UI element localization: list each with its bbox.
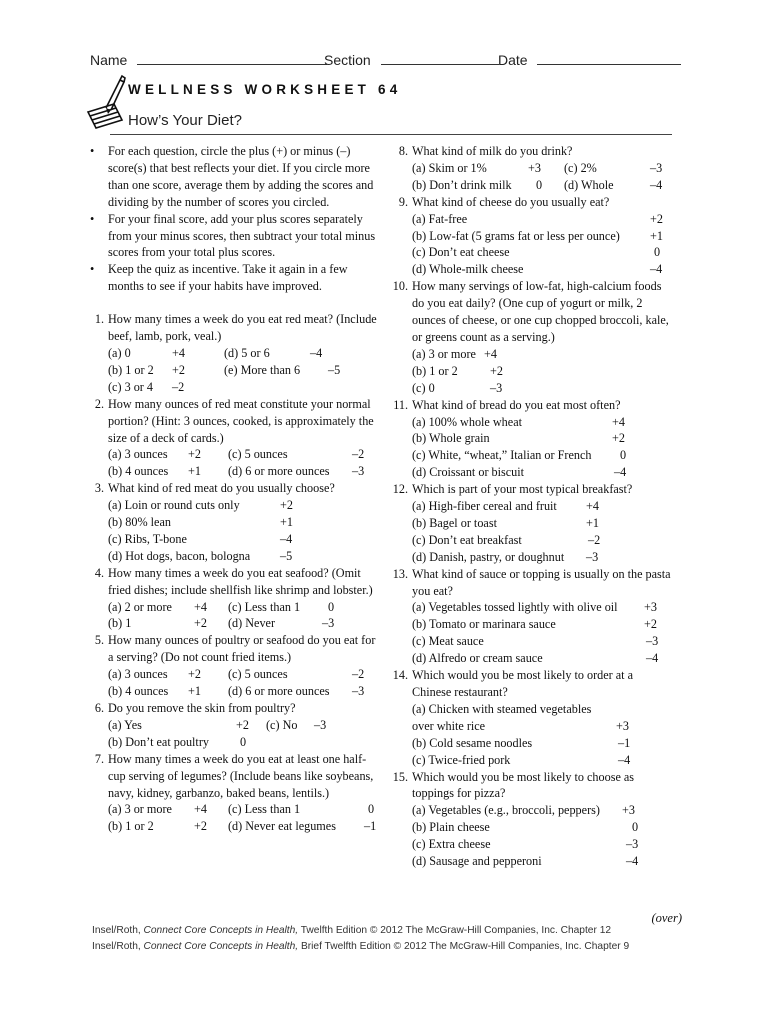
question-13 <box>390 566 674 667</box>
question-text: How many ounces of red meat constitute your normal portion? (Hint: 3 ounces, cooked, is approximately the size of a deck of cards.) <box>108 396 374 445</box>
option-score[interactable]: +1 <box>650 228 663 243</box>
option-label[interactable]: (c) Less than 1 <box>228 599 301 614</box>
date-label: Date <box>498 52 528 68</box>
option-label[interactable]: (b) 1 or 2 <box>108 362 154 377</box>
question-text: How many times a week do you eat seafood? (Omit fried dishes; include shellfish like shrimp and lobster.) <box>108 565 373 597</box>
question-number: 11. <box>393 397 408 412</box>
option-score[interactable]: +2 <box>188 447 201 462</box>
date-blank[interactable] <box>537 52 681 65</box>
footer-book-title: Connect Core Concepts in Health, <box>143 941 299 952</box>
option-label[interactable]: (a) 3 ounces <box>108 667 168 682</box>
question-9 <box>390 194 674 279</box>
option-score[interactable]: +2 <box>172 362 185 377</box>
option-label[interactable]: (b) Tomato or marinara sauce <box>412 617 556 632</box>
option-score[interactable]: +4 <box>484 346 497 361</box>
option-score[interactable]: +2 <box>188 667 201 682</box>
option-score[interactable]: –2 <box>172 379 185 394</box>
question-number: 1. <box>94 312 104 327</box>
footer-text: Insel/Roth, <box>92 941 144 952</box>
option-score[interactable]: +3 <box>644 600 657 615</box>
question-text: Do you remove the skin from poultry? <box>108 701 296 715</box>
option-score[interactable]: 0 <box>620 448 627 463</box>
question-text: What kind of bread do you eat most often? <box>412 397 621 412</box>
option-score[interactable]: –4 <box>650 177 663 192</box>
option-label[interactable]: (a) 100% whole wheat <box>412 414 522 429</box>
footer-book-title: Connect Core Concepts in Health, <box>143 925 299 936</box>
option-score[interactable]: +4 <box>172 345 185 360</box>
option-score[interactable]: –1 <box>364 819 377 834</box>
option-score[interactable]: –5 <box>280 548 293 563</box>
name-blank[interactable] <box>137 52 327 65</box>
question-text: How many times a week do you eat at least one half-cup serving of legumes? (Include beans like soybeans, navy, kidney, garbanzo, baked beans, lentils.) <box>108 751 374 800</box>
name-label: Name <box>90 52 128 68</box>
option-label[interactable]: (a) Vegetables tossed lightly with olive oil <box>412 600 618 615</box>
instructions-list <box>86 143 378 295</box>
option-label[interactable]: (b) 80% lean <box>108 515 171 530</box>
option-label[interactable]: (b) Cold sesame noodles <box>412 735 533 750</box>
option-label[interactable]: (d) Hot dogs, bacon, bologna <box>108 548 251 563</box>
option-score[interactable]: 0 <box>240 734 247 749</box>
option-label[interactable]: (b) Whole grain <box>412 431 490 446</box>
question-5 <box>86 632 378 700</box>
option-label[interactable]: (c) 2% <box>564 160 597 175</box>
question-11 <box>390 397 674 482</box>
option-score[interactable]: +2 <box>612 431 625 446</box>
option-label[interactable]: (b) Don’t eat poultry <box>108 734 209 749</box>
question-12 <box>390 481 674 566</box>
option-score[interactable]: –2 <box>352 447 365 462</box>
option-score[interactable]: +2 <box>280 498 293 513</box>
question-number: 3. <box>94 481 104 496</box>
option-label[interactable]: (a) Yes <box>108 717 142 732</box>
footer-text: Brief Twelfth Edition © 2012 The McGraw-Hill Companies, Inc. Chapter 9 <box>298 941 630 952</box>
option-score[interactable]: +4 <box>612 414 625 429</box>
question-number: 15. <box>392 769 408 784</box>
option-label[interactable]: (c) 5 ounces <box>228 667 288 682</box>
name-field[interactable] <box>90 52 327 68</box>
option-score[interactable]: 0 <box>632 820 639 835</box>
question-number: 8. <box>398 144 408 158</box>
option-score[interactable]: –4 <box>626 854 639 869</box>
option-score[interactable]: +1 <box>188 464 201 479</box>
option-score[interactable]: –3 <box>352 464 365 479</box>
option-score[interactable]: +3 <box>622 803 635 818</box>
option-score[interactable]: +2 <box>650 211 663 226</box>
option-score[interactable]: –3 <box>650 160 663 175</box>
instruction-item: • Keep the quiz as incentive. Take it again in a few months to see if your habits have improved. <box>86 261 378 295</box>
option-label[interactable]: (b) 1 or 2 <box>108 819 154 834</box>
option-score[interactable]: 0 <box>654 245 661 260</box>
option-score[interactable]: –5 <box>328 362 341 377</box>
section-label: Section <box>324 52 371 68</box>
question-text: What kind of cheese do you usually eat? <box>412 194 610 209</box>
option-score[interactable]: –3 <box>314 717 327 732</box>
option-score[interactable]: –3 <box>490 380 503 395</box>
option-label[interactable]: (a) 3 or more <box>108 802 172 817</box>
option-score[interactable]: –2 <box>588 532 601 547</box>
over-note: (over) <box>651 911 682 925</box>
date-field[interactable] <box>498 52 681 68</box>
instruction-item: • For your final score, add your plus scores separately from your minus scores, then subtract your total minus scores from your total plus scores. <box>86 211 378 262</box>
option-score[interactable]: –4 <box>614 465 627 480</box>
question-number: 12. <box>392 482 408 497</box>
option-label[interactable]: (d) Whole <box>564 177 614 192</box>
option-label[interactable]: over white rice <box>412 718 486 733</box>
question-number: 5. <box>94 633 104 648</box>
option-label[interactable]: (d) 6 or more ounces <box>228 464 330 479</box>
option-score[interactable]: –3 <box>586 549 599 564</box>
option-label[interactable]: (d) Croissant or biscuit <box>412 465 525 480</box>
option-score[interactable]: –3 <box>646 634 659 649</box>
option-label[interactable]: (c) No <box>266 717 298 732</box>
question-text: Which would you be most likely to order at a Chinese restaurant? <box>412 668 634 699</box>
option-label[interactable]: (a) 3 ounces <box>108 447 168 462</box>
question-text: How many servings of low-fat, high-calcium foods do you eat daily? (One cup of yogurt or milk, 2 ounces of cheese, or one cup chopped broccoli, kale, or greens count as a serving.) <box>412 279 669 344</box>
option-score[interactable]: –4 <box>310 345 323 360</box>
question-text: How many times a week do you eat red meat? (Include beef, lamb, pork, veal.) <box>108 312 377 344</box>
option-label[interactable]: (a) Fat-free <box>412 211 468 226</box>
option-label[interactable]: (e) More than 6 <box>224 362 301 377</box>
option-score[interactable]: –2 <box>352 667 365 682</box>
option-score[interactable]: +2 <box>490 363 503 378</box>
footer-text: Twelfth Edition © 2012 The McGraw-Hill Companies, Inc. Chapter 12 <box>298 925 612 936</box>
question-text: What kind of sauce or topping is usually on the pasta you eat? <box>412 566 671 598</box>
option-score[interactable]: –1 <box>618 735 631 750</box>
question-number: 6. <box>94 701 104 715</box>
question-text: Which would you be most likely to choose as toppings for pizza? <box>412 769 635 801</box>
option-score[interactable]: 0 <box>368 802 375 817</box>
footer-text: Insel/Roth, <box>92 925 144 936</box>
option-label[interactable]: (c) 5 ounces <box>228 447 288 462</box>
question-number: 14. <box>392 668 408 683</box>
footer-citation-1 <box>92 925 611 936</box>
option-label[interactable]: (b) 1 <box>108 616 132 631</box>
left-column <box>86 143 378 835</box>
question-number: 4. <box>94 565 104 580</box>
question-number: 9. <box>398 194 408 209</box>
option-score[interactable]: –4 <box>280 531 293 546</box>
option-label[interactable]: (c) Meat sauce <box>412 634 484 649</box>
option-label[interactable]: (c) White, “wheat,” Italian or French <box>412 448 592 463</box>
option-score[interactable]: +2 <box>194 616 207 631</box>
section-blank[interactable] <box>381 52 499 65</box>
option-label[interactable]: (c) Don’t eat cheese <box>412 245 510 260</box>
option-label[interactable]: (a) High-fiber cereal and fruit <box>412 499 557 514</box>
question-10 <box>390 278 674 396</box>
question-number: 13. <box>392 566 408 581</box>
option-score[interactable]: 0 <box>536 177 543 192</box>
option-score[interactable]: –3 <box>626 837 639 852</box>
option-label[interactable]: (d) 6 or more ounces <box>228 684 330 699</box>
option-score[interactable]: +2 <box>194 819 207 834</box>
option-label[interactable]: (a) Chicken with steamed vegetables <box>412 701 592 716</box>
option-score[interactable]: +1 <box>188 684 201 699</box>
option-label[interactable]: (a) 2 or more <box>108 599 172 614</box>
option-score[interactable]: +3 <box>528 160 541 175</box>
option-label[interactable]: (b) Don’t drink milk <box>412 177 512 192</box>
option-score[interactable]: –4 <box>618 752 631 767</box>
option-label[interactable]: (d) Sausage and pepperoni <box>412 854 542 869</box>
option-label[interactable]: (d) Whole-milk cheese <box>412 262 524 277</box>
option-score[interactable]: +4 <box>586 499 599 514</box>
option-score[interactable]: +4 <box>194 802 207 817</box>
option-label[interactable]: (c) Don’t eat breakfast <box>412 532 522 547</box>
question-number: 7. <box>94 751 104 766</box>
option-label[interactable]: (c) 3 or 4 <box>108 379 154 394</box>
option-score[interactable]: +2 <box>644 617 657 632</box>
option-label[interactable]: (a) Loin or round cuts only <box>108 498 240 513</box>
question-15 <box>390 769 674 870</box>
question-6 <box>86 700 378 751</box>
footer-citation-2 <box>92 941 629 952</box>
question-3 <box>86 480 378 565</box>
question-text: Which is part of your most typical breakfast? <box>412 482 633 497</box>
option-label[interactable]: (b) 4 ounces <box>108 464 169 479</box>
question-number: 2. <box>94 396 104 411</box>
option-score[interactable]: +2 <box>236 717 249 732</box>
question-14 <box>390 667 674 768</box>
question-text: What kind of milk do you drink? <box>412 144 573 158</box>
option-label[interactable]: (c) Extra cheese <box>412 837 491 852</box>
question-7 <box>86 751 378 836</box>
option-label[interactable]: (a) 0 <box>108 345 131 360</box>
option-score[interactable]: +3 <box>616 718 629 733</box>
instruction-item: • For each question, circle the plus (+) or minus (–) score(s) that best reflects your diet. If you circle more than one score, average them by adding the scores and dividing by the number of scores you circled. <box>86 143 378 211</box>
option-label[interactable]: (d) Danish, pastry, or doughnut <box>412 549 565 564</box>
question-text: How many ounces of poultry or seafood do you eat for a serving? (Do not count fried items.) <box>108 633 376 665</box>
option-label[interactable]: (d) Never eat legumes <box>228 819 336 834</box>
option-score[interactable]: +1 <box>586 515 599 530</box>
option-label[interactable]: (b) Bagel or toast <box>412 515 497 530</box>
title-divider <box>110 134 672 135</box>
option-score[interactable]: –4 <box>646 651 659 666</box>
worksheet-title: WELLNESS WORKSHEET 64 <box>128 82 402 97</box>
option-label[interactable]: (c) 0 <box>412 380 435 395</box>
option-label[interactable]: (a) 3 or more <box>412 346 476 361</box>
question-2 <box>86 396 378 481</box>
option-label[interactable]: (c) Less than 1 <box>228 802 301 817</box>
option-score[interactable]: –3 <box>352 684 365 699</box>
option-score[interactable]: 0 <box>328 599 335 614</box>
option-score[interactable]: +4 <box>194 599 207 614</box>
question-text: What kind of red meat do you usually choose? <box>108 481 335 496</box>
pencil-notepad-icon <box>84 74 128 134</box>
option-label[interactable]: (d) Never <box>228 616 276 631</box>
option-label[interactable]: (a) Vegetables (e.g., broccoli, peppers) <box>412 803 600 818</box>
option-label[interactable]: (b) 4 ounces <box>108 684 169 699</box>
option-score[interactable]: –4 <box>650 262 663 277</box>
option-label[interactable]: (b) 1 or 2 <box>412 363 458 378</box>
option-score[interactable]: +1 <box>280 515 293 530</box>
option-label[interactable]: (d) 5 or 6 <box>224 345 270 360</box>
option-label[interactable]: (d) Alfredo or cream sauce <box>412 651 543 666</box>
option-label[interactable]: (b) Low-fat (5 grams fat or less per ounce) <box>412 228 620 243</box>
option-score[interactable]: –3 <box>322 616 335 631</box>
question-4 <box>86 565 378 633</box>
section-field[interactable] <box>324 52 499 68</box>
worksheet-subtitle: How’s Your Diet? <box>128 112 242 129</box>
question-1 <box>86 311 378 396</box>
question-8 <box>390 143 674 194</box>
option-label[interactable]: (c) Twice-fried pork <box>412 752 511 767</box>
option-label[interactable]: (b) Plain cheese <box>412 820 490 835</box>
right-column <box>390 143 674 870</box>
question-number: 10. <box>392 279 408 294</box>
option-label[interactable]: (c) Ribs, T-bone <box>108 531 187 546</box>
option-label[interactable]: (a) Skim or 1% <box>412 160 487 175</box>
